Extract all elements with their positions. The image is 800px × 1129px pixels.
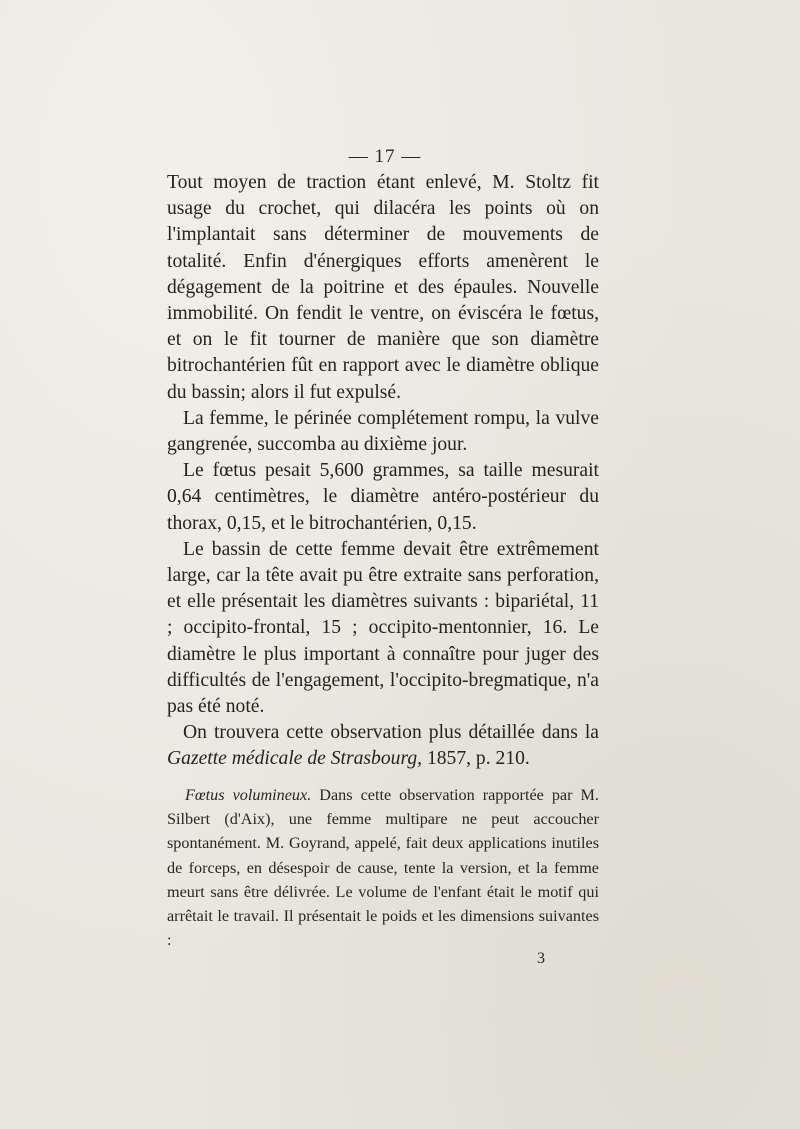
- signature-mark: 3: [537, 950, 545, 967]
- paragraph: Le bassin de cette femme devait être extrêmement large, car la tête avait pu être extraite sans perforation, et elle présentait les diamètres suivants : bipariétal, 11 ; occipito-frontal, 15 ; occipito-mentonnier, 16. Le diamètre le plus important à connaître pour juger des difficultés de l'engagement, l'occipito-bregmatique, n'a pas été noté.: [167, 538, 599, 718]
- journal-title: Gazette médicale de Strasbourg,: [167, 748, 423, 770]
- body-text: [167, 170, 599, 773]
- paragraph: Tout moyen de traction étant enlevé, M. Stoltz fit usage du crochet, qui dilacéra les points où on l'implantait sans déterminer de mouvements de totalité. Enfin d'énergiques efforts amenèrent le dégagement de la poitrine et des épaules. Nouvelle immobilité. On fendit le ventre, on éviscéra le fœtus, et on le fit tourner de manière que son diamètre bitrochantérien fût en rapport avec le diamètre oblique du bassin; alors il fut expulsé.: [167, 172, 599, 403]
- paragraph-reference: [167, 720, 599, 772]
- reference-tail: 1857, p. 210.: [422, 748, 530, 770]
- note-text: Dans cette observation rapportée par M. Silbert (d'Aix), une femme multipare ne peut accoucher spontanément. M. Goyrand, appelé, fait deux applications inutiles de forceps, en désespoir de cause, tente la version, et la femme meurt sans être délivrée. Le volume de l'enfant était le motif qui arrêtait le travail. Il présentait le poids et les dimensions suivantes :: [167, 786, 599, 950]
- paragraph: La femme, le périnée complétement rompu, la vulve gangrenée, succomba au dixième jour.: [167, 407, 599, 456]
- paragraph: Le fœtus pesait 5,600 grammes, sa taille mesurait 0,64 centimètres, le diamètre antéro-postérieur du thorax, 0,15, et le bitrochantérien, 0,15.: [167, 460, 599, 534]
- note-block: [167, 783, 599, 952]
- note-paragraph: [167, 783, 599, 952]
- page-number-header: — 17 —: [348, 146, 422, 167]
- note-lead: Fœtus volumineux.: [185, 786, 312, 804]
- reference-text: On trouvera cette observation plus détaillée dans la: [183, 722, 599, 744]
